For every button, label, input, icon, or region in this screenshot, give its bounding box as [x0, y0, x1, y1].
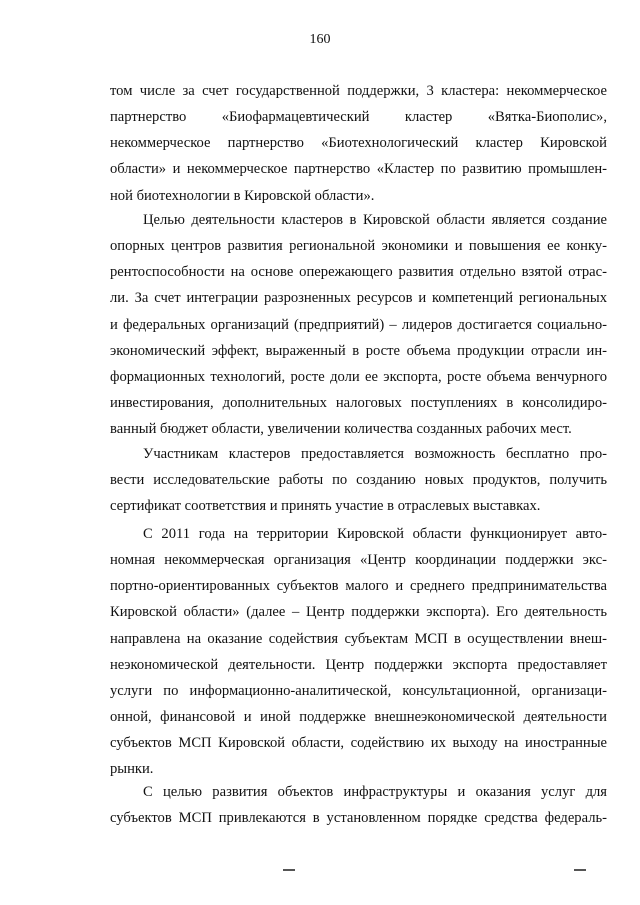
text-line: ной биотехнологии в Кировской области».	[110, 187, 375, 204]
text-line: неэкономической деятельности. Центр поддержки экспорта предоставляет	[110, 656, 607, 673]
text-line: субъектов МСП привлекаются в установленном порядке средства федераль-	[110, 810, 607, 827]
text-line: рентоспособности на основе опережающего развития отдельно взятой отрас-	[110, 264, 607, 281]
text-line: том числе за счет государственной поддержки, 3 кластера: некоммерческое	[110, 83, 607, 99]
text-line: ли. За счет интеграции разрозненных ресурсов и компетенций региональных	[110, 290, 607, 307]
text-line: Участникам кластеров предоставляется возможность бесплатно про-	[143, 446, 607, 462]
text-line: рынки.	[110, 761, 154, 778]
text-line: некоммерческое партнерство «Биотехнологический кластер Кировской	[110, 135, 607, 152]
text-line: инвестирования, дополнительных налоговых поступлениях в консолидиро-	[110, 395, 607, 412]
text-line: формационных технологий, росте доли ее экспорта, росте объема венчурного	[110, 368, 607, 385]
text-line: опорных центров развития региональной экономики и повышения ее конку-	[110, 238, 607, 255]
text-line: портно-ориентированных субъектов малого и среднего предпринимательства	[110, 578, 607, 595]
text-line: услуги по информационно-аналитической, консультационной, организаци-	[110, 682, 607, 699]
paragraph	[110, 207, 607, 442]
text-line: ванный бюджет области, увеличении количества созданных рабочих мест.	[110, 421, 572, 438]
paragraph	[110, 779, 607, 831]
page-number: 160	[309, 32, 331, 47]
text-line: области» и некоммерческое партнерство «Кластер по развитию промышлен-	[110, 161, 607, 178]
text-line: Кировской области» (далее – Центр поддержки экспорта). Его деятельность	[110, 604, 607, 621]
text-line: С целью развития объектов инфраструктуры и оказания услуг для	[143, 784, 607, 800]
text-line: экономический эффект, выраженный в росте объема продукции отрасли ин-	[110, 342, 607, 359]
text-line: направлена на оказание содействия субъектам МСП в осуществлении внеш-	[110, 630, 607, 647]
text-line: субъектов МСП Кировской области, содействию их выходу на иностранные	[110, 735, 607, 752]
text-line: вести исследовательские работы по созданию новых продуктов, получить	[110, 472, 607, 489]
text-line: онной, финансовой и иной поддержке внешнеэкономической деятельности	[110, 709, 607, 726]
scan-artifact-left	[283, 869, 295, 871]
text-line: и федеральных организаций (предприятий) – лидеров достигается социально-	[110, 316, 607, 333]
scan-artifact-right	[574, 869, 586, 871]
paragraph	[110, 441, 607, 519]
paragraph	[110, 521, 607, 783]
paragraph	[110, 78, 607, 209]
text-line: С 2011 года на территории Кировской области функционирует авто-	[143, 526, 607, 542]
text-line: сертификат соответствия и принять участие в отраслевых выставках.	[110, 498, 541, 515]
text-line: партнерство «Биофармацевтический кластер «Вятка-Биополис»,	[110, 109, 607, 126]
text-line: номная некоммерческая организация «Центр координации поддержки экс-	[110, 552, 607, 569]
text-line: Целью деятельности кластеров в Кировской области является создание	[143, 212, 607, 228]
